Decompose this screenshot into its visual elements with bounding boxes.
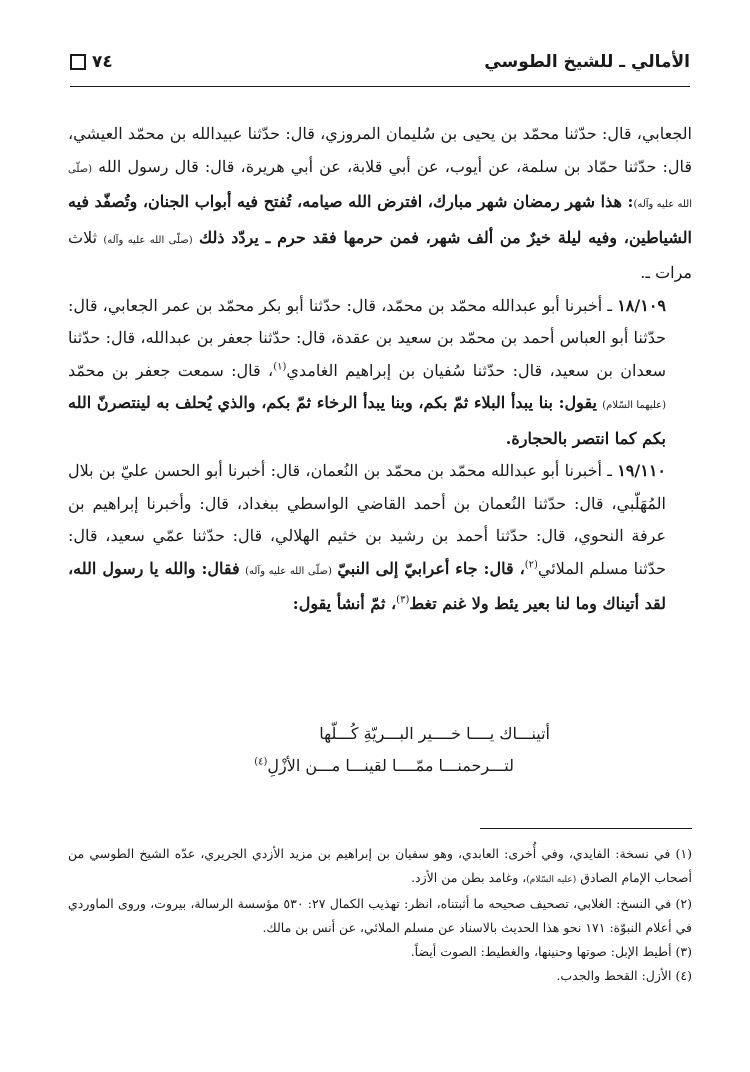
main-text bbox=[68, 118, 692, 621]
hadith-text-3: فقال: والله يا رسول الله، لقد أتيناك وما لنا بعير يئط ولا غنم تغط bbox=[68, 558, 666, 613]
square-icon bbox=[70, 54, 86, 70]
footnote-4: (٤) الأزل: القحط والجدب. bbox=[556, 968, 692, 983]
hadith-number: ١٨/١٠٩ bbox=[617, 295, 667, 315]
salawat-mark: (صلّى الله عليه وآله) bbox=[103, 234, 193, 246]
paragraph-3 bbox=[68, 455, 692, 621]
paragraph-3-text: ـ أخبرنا أبو عبدالله محمّد بن محمّد بن النُعمان، قال: أخبرنا أبو الحسن عليّ بن بلال المُهَلّبي، قال: حدّثنا النُعمان بن أحمد القاضي الواسطي ببغداد، قال: وأخبرنا إبراهيم بن عرفة النحوي، قال: حدّثنا أحمد بن رشيد بن خثيم الهلالي، قال: حدّثنا عمّي سعيد، قال: حدّثنا مسلم الملائي bbox=[68, 461, 667, 578]
hadith-number: ١٩/١١٠ bbox=[617, 461, 666, 480]
page-header bbox=[70, 52, 690, 80]
footnote-ref: (٣) bbox=[396, 594, 410, 606]
paragraph-2-text-b: ، قال: سمعت جعفر بن محمّد bbox=[68, 360, 274, 380]
header-divider bbox=[70, 86, 690, 87]
hadith-text-2: يقول: بنا يبدأ البلاء ثمّ بكم، وبنا يبدأ الرخاء ثمّ بكم، والذي يُحلف به لينتصرنّ الله بكم كما انتصر بالحجارة. bbox=[68, 393, 666, 448]
footnote-1 bbox=[68, 842, 692, 892]
paragraph-1-end: ثلاث مرات ـ. bbox=[68, 227, 692, 282]
footnote-divider bbox=[480, 828, 692, 829]
footnote-2: (٢) في النسخ: الغلابي، تصحيف صحيحه ما أثبتناه، انظر: تهذيب الكمال ٢٧: ٥٣٠ مؤسسة الرسالة، بيروت، وروى الماوردي في أعلام النبوّة: ١٧١ نحو هذا الحديث بالاسناد عن مسلم الملائي، عن أنس بن مالك. bbox=[68, 896, 692, 935]
poem-verse-1: أتينـــاك يــــا خــــير البـــريّةِ كُـــلّها bbox=[319, 724, 550, 743]
poem-verse-2 bbox=[100, 750, 580, 782]
paragraph-3-end: ، ثمّ أنشأ يقول: bbox=[292, 594, 397, 613]
poem-verse-2-text: لتـــرحمنـــا ممّــــا لقينـــا مـــن الأزْلِ bbox=[267, 756, 514, 775]
paragraph-1-text: الجعابي، قال: حدّثنا محمّد بن يحيى بن سُليمان المروزي، قال: حدّثنا عبيدالله بن محمّد العيشي، قال: حدّثنا حمّاد بن سلمة، عن أيوب، عن أبي قلابة، عن أبي هريرة، قال: قال رسول الله bbox=[68, 124, 692, 176]
paragraph-2-text: ـ أخبرنا أبو عبدالله محمّد بن محمّد، قال: حدّثنا أبو بكر محمّد بن عمر الجعابي، قال: حدّثنا أبو العباس أحمد بن محمّد بن سعيد بن عقدة، قال: حدّثنا جعفر بن عبدالله، قال: حدّثنا سعدان بن سعيد، قال: حدّثنا سُفيان بن إبراهيم الغامدي bbox=[68, 295, 666, 380]
footnote-ref: (٢) bbox=[524, 559, 538, 571]
paragraph-3-text-b: ، قال: جاء أعرابيّ إلى النبيّ bbox=[337, 558, 525, 578]
footnotes bbox=[68, 842, 692, 988]
hadith-text-1: : هذا شهر رمضان شهر مبارك، افترض الله صيامه، تُفتح فيه أبواب الجنان، وتُصفّد فيه الشياطين، وفيه ليلة خيرٌ من ألف شهر، فمن حرمها فقد حرم ـ يردّد ذلك bbox=[68, 192, 692, 247]
alayhima-mark: (عليهما السّلام) bbox=[602, 400, 666, 411]
page-number-block bbox=[70, 52, 113, 72]
footnote-ref: (٤) bbox=[254, 756, 268, 768]
salawat-mark: (صلّى الله عليه وآله) bbox=[68, 163, 692, 210]
page-number: ٧٤ bbox=[92, 52, 113, 72]
footnote-1-text: (١) في نسخة: الفايدي، وفي أُخرى: العابدي، وهو سفيان بن إبراهيم بن مزيد الأزدي الجريري، عدّه الشيخ الطوسي من أصحاب الإمام الصادق bbox=[68, 846, 692, 885]
footnote-3: (٣) أطيط الإبل: صوتها وحنينها، والغطيط: الصوت أيضاً. bbox=[410, 944, 692, 959]
poem bbox=[100, 718, 580, 782]
footnote-ref: (١) bbox=[273, 361, 287, 373]
footnote-1-end: ، وغامد بطن من الأزد. bbox=[411, 870, 527, 885]
running-title: الأمالي ـ للشيخ الطوسي bbox=[484, 52, 690, 72]
salawat-mark: (صلّى الله عليه وآله) bbox=[245, 565, 332, 577]
paragraph-2 bbox=[68, 290, 692, 456]
alayh-mark: (عليه السّلام) bbox=[526, 875, 577, 885]
paragraph-1 bbox=[68, 118, 692, 290]
